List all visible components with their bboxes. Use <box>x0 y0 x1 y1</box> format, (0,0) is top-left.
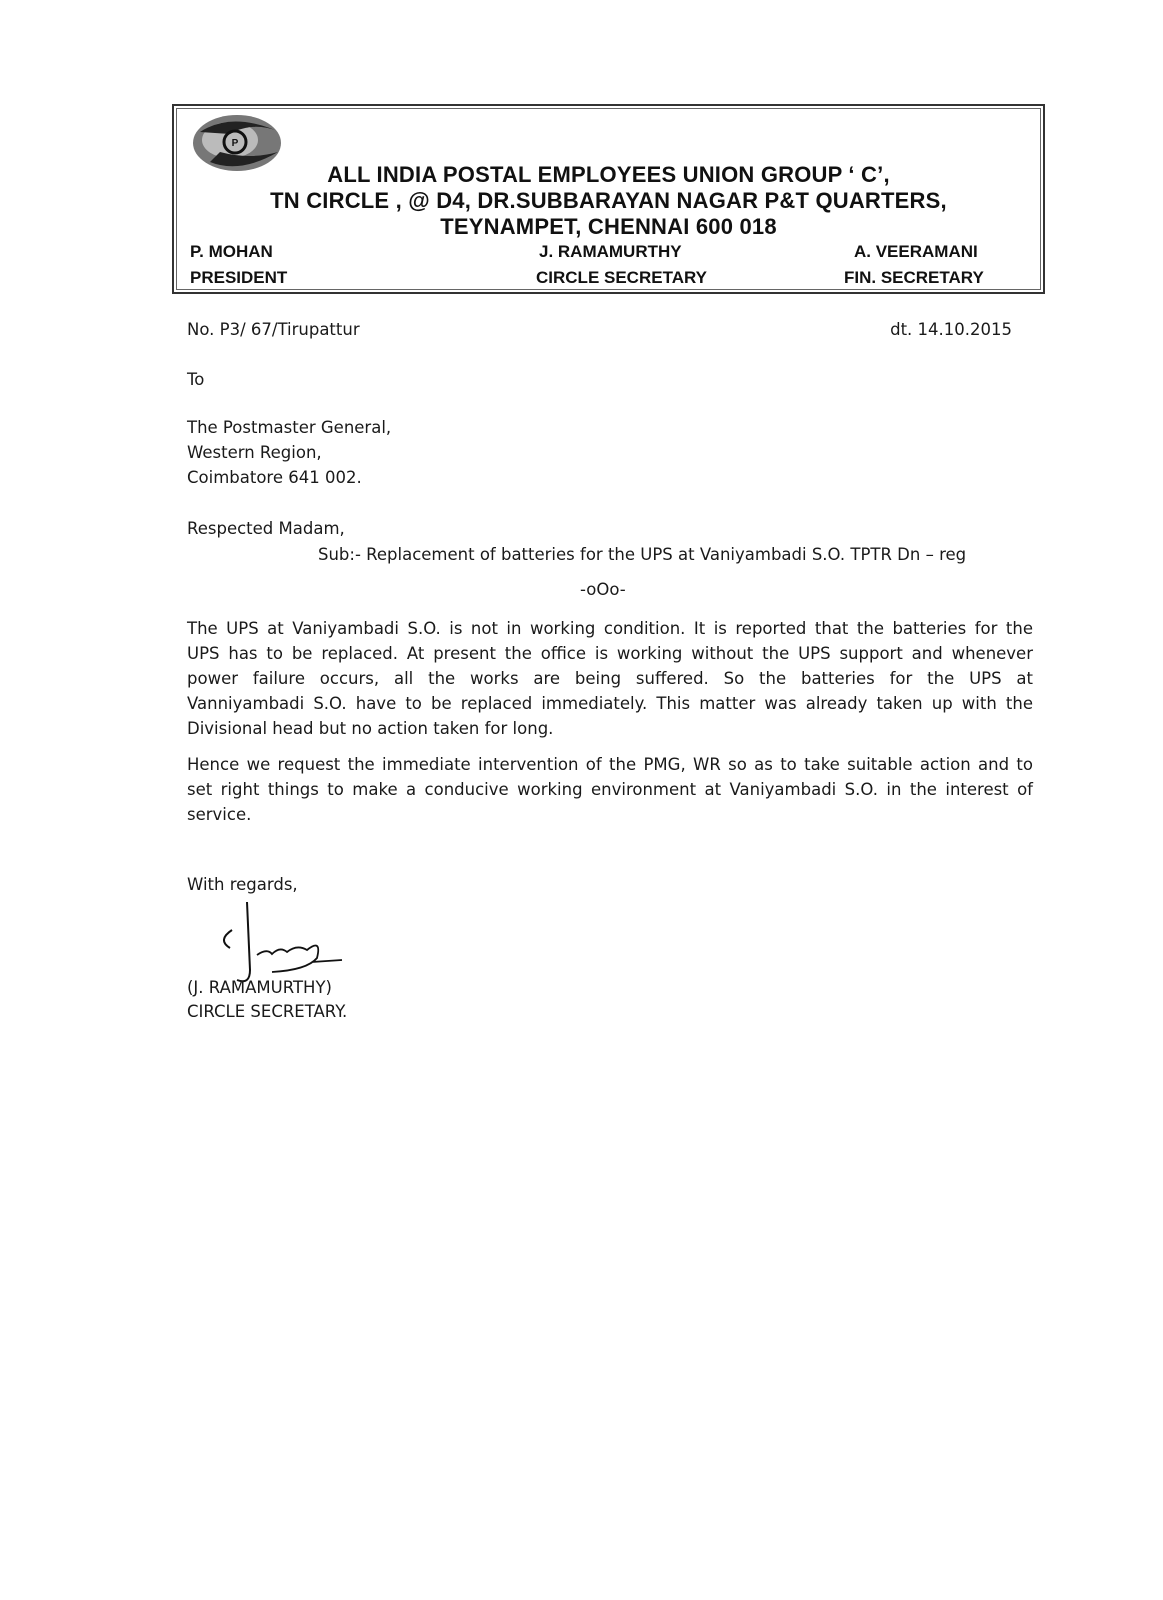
paragraph-line: The UPS at Vaniyambadi S.O. is not in working condition. It is reported that the batteries for the <box>187 619 1033 638</box>
paragraph-line: Vanniyambadi S.O. have to be replaced immediately. This matter was already taken up with the <box>187 694 1033 713</box>
paragraph-line: Hence we request the immediate intervention of the PMG, WR so as to take suitable action and to <box>187 755 1033 774</box>
circle-secretary-title: CIRCLE SECRETARY <box>536 268 707 287</box>
letterhead-box <box>172 104 1045 294</box>
signature <box>212 900 352 990</box>
to-label: To <box>187 370 205 389</box>
signatory-title: CIRCLE SECRETARY. <box>187 1002 348 1021</box>
recipient-line: Coimbatore 641 002. <box>187 468 362 487</box>
subject-line: Sub:- Replacement of batteries for the UPS at Vaniyambadi S.O. TPTR Dn – reg <box>318 545 967 564</box>
closing: With regards, <box>187 875 298 894</box>
recipient-line: Western Region, <box>187 443 322 462</box>
org-address-line1: TN CIRCLE , @ D4, DR.SUBBARAYAN NAGAR P&T QUARTERS, <box>270 188 947 213</box>
separator: -oOo- <box>580 580 626 599</box>
signatory-name: (J. RAMAMURTHY) <box>187 978 332 997</box>
recipient-line: The Postmaster General, <box>187 418 392 437</box>
reference-number: No. P3/ 67/Tirupattur <box>187 320 360 339</box>
svg-text:P: P <box>231 138 239 149</box>
org-name: ALL INDIA POSTAL EMPLOYEES UNION GROUP ‘ C’, <box>327 162 890 187</box>
paragraph-line: service. <box>187 805 252 824</box>
president-name: P. MOHAN <box>190 242 273 261</box>
union-logo <box>190 112 285 174</box>
paragraph-line: power failure occurs, all the works are being suffered. So the batteries for the UPS at <box>187 669 1033 688</box>
paragraph-line: UPS has to be replaced. At present the office is working without the UPS support and whenever <box>187 644 1033 663</box>
paragraph-line: set right things to make a conducive working environment at Vaniyambadi S.O. in the interest of <box>187 780 1033 799</box>
letter-date: dt. 14.10.2015 <box>890 320 1012 339</box>
paragraph-line: Divisional head but no action taken for long. <box>187 719 554 738</box>
president-title: PRESIDENT <box>190 268 288 287</box>
circle-secretary-name: J. RAMAMURTHY <box>539 242 682 261</box>
fin-secretary-title: FIN. SECRETARY <box>844 268 984 287</box>
org-address-line2: TEYNAMPET, CHENNAI 600 018 <box>440 214 777 239</box>
salutation: Respected Madam, <box>187 519 345 538</box>
fin-secretary-name: A. VEERAMANI <box>854 242 978 261</box>
